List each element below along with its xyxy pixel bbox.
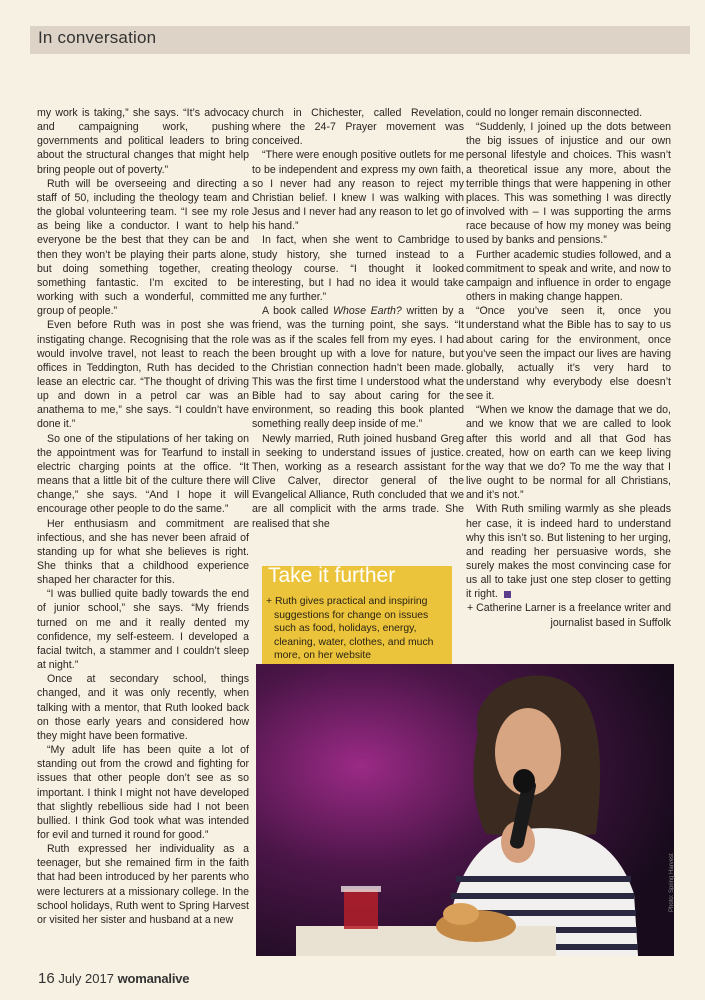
article-paragraph: With Ruth smiling warmly as she pleads her case, it is indeed hard to understand why this isn’t so. But listening to her urging, and reading her persuasive words, she surely makes the most convincing case for us all to take just one step closer to getting it right.: [466, 503, 671, 601]
callout-text: + Ruth gives practical and inspiring suggestions for change on issues such as food, holidays, energy, cleaning, water, clothes, and much more, on her website: [266, 596, 434, 661]
article-paragraph: my work is taking,” she says. “It’s advocacy and campaigning work, pushing governments and political leaders to bring about the structural changes that might help bring people out of poverty.”: [37, 107, 249, 176]
end-of-article-mark: [504, 591, 511, 598]
article-paragraph: A book called Whose Earth? written by a friend, was the turning point, she says. “It was as if the scales fell from my eyes. I had been brought up with a love for nature, but the Christian connection hadn’t been made. This was the first time I understood what the Bible had to say about caring for the environment, so reading this book planted something really deep inside of me.”: [252, 305, 464, 431]
article-paragraph: “When we know the damage that we do, and we know that we are called to look after this world and all that God has created, how on earth can we keep living the way that we do? To me the way that I live ought to be normal for all Christians, and it’s not.”: [466, 404, 671, 502]
article-paragraph: “Suddenly, I joined up the dots between the big issues of injustice and our own personal lifestyle and choices. This wasn’t a theoretical issue any more, about the terrible things that were happening in other places. This was something I was directly involved with – I was supporting the arms race because of how my money was being used by banks and pensions.”: [466, 121, 671, 247]
article-column-1: [37, 106, 249, 927]
article-paragraph: “I was bullied quite badly towards the end of junior school,” she says. “My friends turned on me and it really dented my confidence, my self-esteem. I developed a facial twitch, a stammer and I couldn’t sleep at night.”: [37, 588, 249, 672]
article-paragraph: Her enthusiasm and commitment are infectious, and she has never been afraid of standing up for what she believes is right. She thinks that a childhood experience shaped her character for this.: [37, 517, 249, 587]
article-paragraph: So one of the stipulations of her taking on the appointment was for Tearfund to install electric charging points at the office. “It means that a little bit of the culture there will change,” she says. “And I hope it will encourage other people to do the same.”: [37, 432, 249, 516]
article-column-2: [252, 106, 464, 531]
issue-date: July 2017: [58, 971, 114, 986]
article-paragraph: church in Chichester, called Revelation, where the 24-7 Prayer movement was conceived.: [252, 107, 464, 148]
article-paragraph: could no longer remain disconnected.: [466, 107, 643, 119]
book-title: Whose Earth?: [333, 305, 402, 318]
article-paragraph: Ruth will be overseeing and directing a staff of 50, including the theology team and the global volunteering team. “I see my role as being like a conductor. I want to help everyone be the best that they can be and then they won’t be playing their parts alone, but doing something together, creating something fantastic. I’m excited to be working with such a wonderful, committed group of people.”: [37, 177, 249, 318]
article-paragraph: Once at secondary school, things changed, and it was only recently, when talking with a mentor, that Ruth looked back on those early years and considered how they might have been formative.: [37, 673, 249, 742]
article-paragraph: In fact, when she went to Cambridge to study history, she turned instead to a theology course. “I thought it looked interesting, but I had no idea it would take me any further.”: [252, 234, 464, 304]
speaker-photo: [256, 664, 674, 956]
article-paragraph: Newly married, Ruth joined husband Greg in seeking to understand issues of justice. Then, working as a research assistant for Clive Calver, director general of the Evangelical Alliance, Ruth concluded that we are all complicit with the arms trade. She realised that she: [252, 432, 464, 530]
article-column-3: [466, 106, 671, 630]
article-paragraph: “Once you’ve seen it, once you understand what the Bible has to say to us about caring for the environment, once you’ve seen the impact our lives are having globally, actually it’s very hard to understand why everybody else doesn’t see it.: [466, 305, 671, 403]
article-paragraph: Further academic studies followed, and a commitment to speak and write, and now to campaign and influence in order to engage others in making change happen.: [466, 248, 671, 304]
callout-title: Take it further: [268, 564, 396, 587]
photo-credit: Photo: Spring Harvest: [669, 853, 675, 912]
article-paragraph: Even before Ruth was in post she was instigating change. Recognising that the role would involve travel, not least to reach the offices in Teddington, Ruth has decided to lease an electric car. “The thought of driving up and down in a petrol car was an anathema to me,” she says. “I couldn’t have done it.”: [37, 319, 249, 431]
article-paragraph: Ruth expressed her individuality as a teenager, but she remained firm in the faith that had been introduced by her parents who were lecturers at a missionary college. In the school holidays, Ruth went to Spring Harvest or visited her sister and husband at a new: [37, 843, 249, 926]
page-number: 16: [38, 970, 55, 987]
article-paragraph: “There were enough positive outlets for me to be independent and express my own faith, so I never had any reason to reject my Christian belief. I knew I was walking with Jesus and I never had any reason to let go of his hand.”: [252, 149, 465, 233]
author-byline: + Catherine Larner is a freelance writer and journalist based in Suffolk: [466, 602, 671, 629]
magazine-brand: womanalive: [117, 971, 190, 986]
section-title: In conversation: [38, 28, 157, 47]
article-paragraph: “My adult life has been quite a lot of standing out from the crowd and fighting for issues that other people don’t see as so important. I think I might not have developed that slightly rebellious side had I not been bullied. I think God took what was intended for evil and turned it round for good.”: [37, 744, 249, 841]
page-footer: [38, 970, 189, 987]
